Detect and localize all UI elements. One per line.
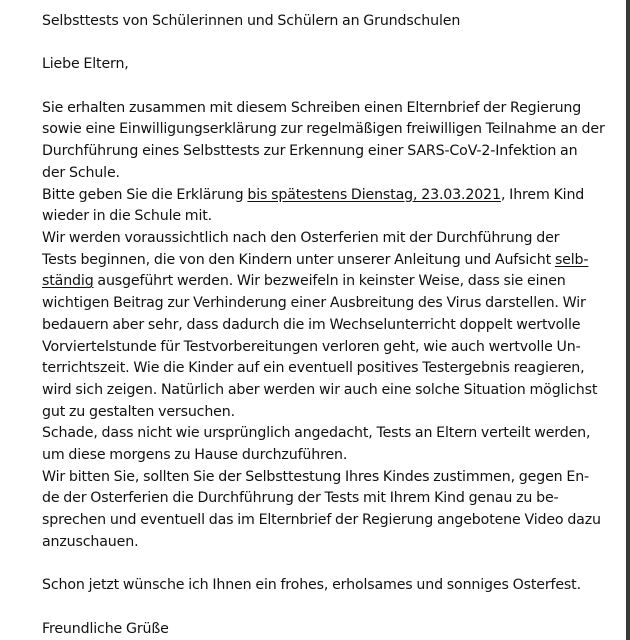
closing: Freundliche Grüße bbox=[42, 620, 169, 637]
underlined-word-part: ständig bbox=[42, 273, 94, 290]
easter-wishes: Schon jetzt wünsche ich Ihnen ein frohes, erholsames und sonniges Osterfest. bbox=[42, 577, 581, 594]
text-line: terrichtszeit. Wie die Kinder auf ein eventuell positives Testergebnis reagieren, bbox=[42, 360, 585, 377]
underlined-word-part: selb- bbox=[554, 251, 589, 268]
text-line: Sie erhalten zusammen mit diesem Schreiben einen Elternbrief der Regierung bbox=[42, 99, 582, 116]
text-line: Wir werden voraussichtlich nach den Osterferien mit der Durchführung der bbox=[42, 230, 560, 246]
paragraph-return-deadline bbox=[42, 185, 612, 228]
text-line: sprechen und eventuell das im Elternbrief der Regierung angebotene Video dazu bbox=[42, 512, 601, 529]
text-line: um diese morgens zu Hause durchzuführen. bbox=[42, 447, 348, 464]
text-line: Tests beginnen, die von den Kindern unter unserer Anleitung und Aufsicht selb- bbox=[42, 251, 589, 268]
text-line: de der Osterferien die Durchführung der Tests mit Ihrem Kind genau zu be- bbox=[42, 490, 559, 507]
text-line: Schade, dass nicht wie ursprünglich angedacht, Tests an Eltern verteilt werden, bbox=[42, 425, 591, 442]
blank-line bbox=[42, 76, 612, 98]
text-line: gut zu gestalten versuchen. bbox=[42, 403, 235, 420]
text-line: ständig ausgeführt werden. Wir bezweifeln in keinster Weise, dass sie einen bbox=[42, 273, 566, 290]
deadline-underlined: bis spätestens Dienstag, 23.03.2021 bbox=[247, 186, 501, 203]
text-line: wird sich zeigen. Natürlich aber werden wir auch eine solche Situation möglichst bbox=[42, 381, 598, 398]
text-line: Vorviertelstunde für Testvorbereitungen verloren geht, wie auch wertvolle Un- bbox=[42, 338, 581, 355]
salutation: Liebe Eltern, bbox=[42, 56, 129, 73]
blank-line bbox=[42, 554, 612, 576]
blank-line bbox=[42, 597, 612, 619]
paragraph-parent-tests bbox=[42, 423, 612, 466]
letter-title: Selbsttests von Schülerinnen und Schülern an Grundschulen bbox=[42, 13, 461, 29]
text-line: sowie eine Einwilligungserklärung zur regelmäßigen freiwilligen Teilnahme an der bbox=[42, 121, 605, 138]
text-line: der Schule. bbox=[42, 164, 120, 181]
paragraph-documents-received bbox=[42, 98, 612, 185]
blank-line bbox=[42, 33, 612, 55]
paragraph-test-procedure bbox=[42, 228, 612, 423]
text-line: wieder in die Schule mit. bbox=[42, 208, 213, 225]
text-line: Bitte geben Sie die Erklärung bis spätestens Dienstag, 23.03.2021, Ihrem Kind bbox=[42, 186, 585, 203]
text-line: bedauern aber sehr, dass dadurch die im Wechselunterricht doppelt wertvolle bbox=[42, 316, 581, 333]
text-line: wichtigen Beitrag zur Verhinderung einer Ausbreitung des Virus darstellen. Wir bbox=[42, 295, 586, 312]
paragraph-request bbox=[42, 467, 612, 554]
letter-body bbox=[42, 11, 612, 640]
text-line: Durchführung eines Selbsttests zur Erkennung einer SARS-CoV-2-Infektion an bbox=[42, 143, 578, 160]
text-line: anzuschauen. bbox=[42, 533, 139, 550]
text-line: Wir bitten Sie, sollten Sie der Selbsttestung Ihres Kindes zustimmen, gegen En- bbox=[42, 468, 590, 485]
